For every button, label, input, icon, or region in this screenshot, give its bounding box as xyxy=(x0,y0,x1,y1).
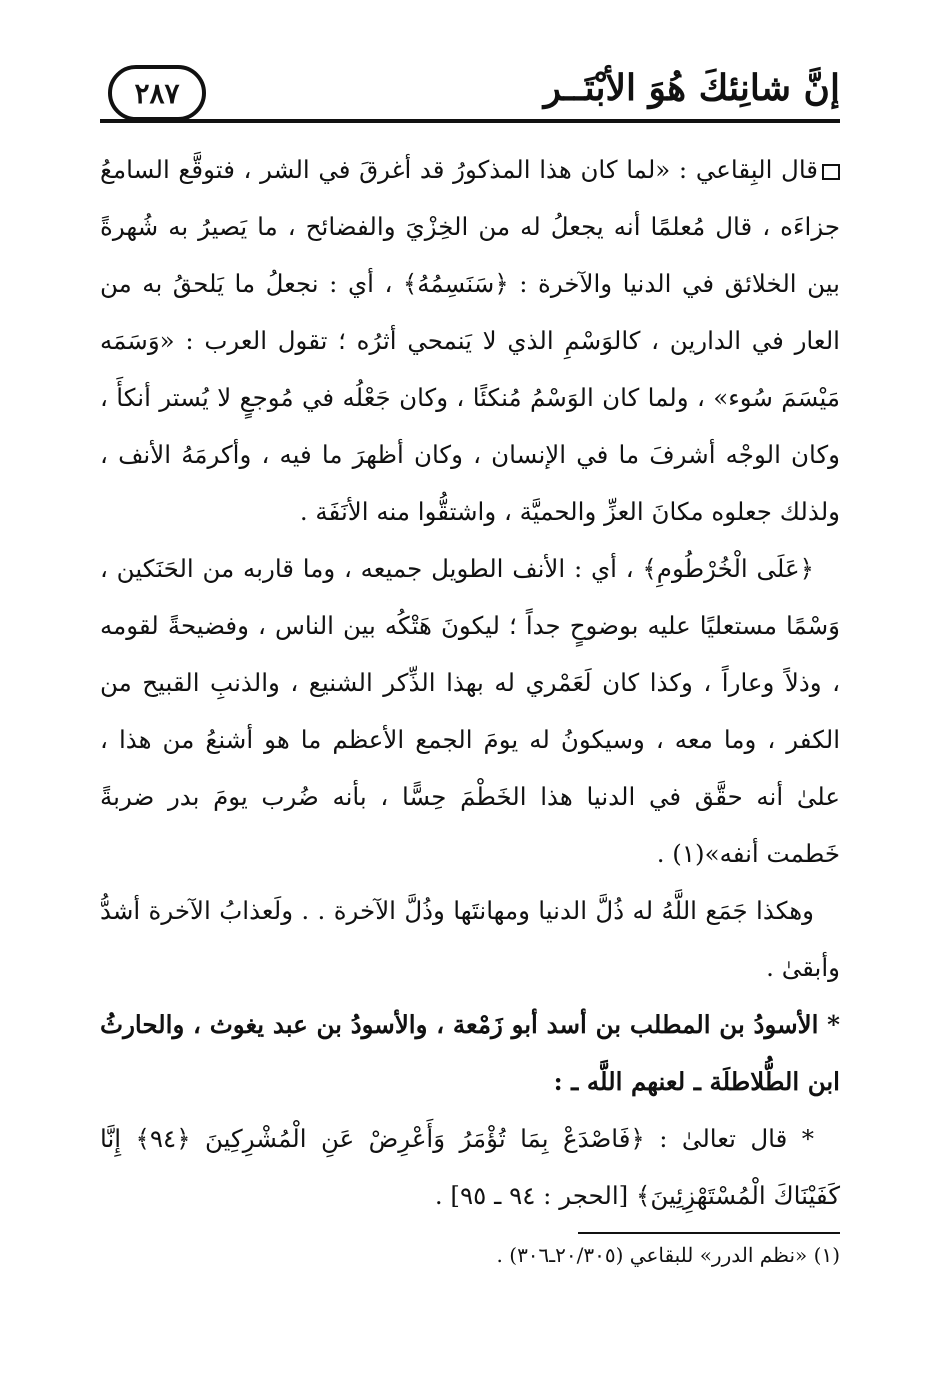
header-rule xyxy=(100,119,840,123)
paragraph-2: ﴿عَلَى الْخُرْطُومِ﴾ ، أي : الأنف الطويل جميعه ، وما قاربه من الحَنَكين ، وَسْمًا مستعليًا عليه بوضوحٍ جداً ؛ ليكونَ هَتْكُه بين الناس ، وفضيحةً لقومه ، وذلاً وعاراً ، وكذا كان لَعَمْري له بهذا الذِّكر الشنيع ، والذنبِ القبيح من الكفر ، وما معه ، وسيكونُ له يومَ الجمع الأعظم ما هو أشنعُ من هذا ، علىٰ أنه حقَّق في الدنيا هذا الخَطْمَ حِسًّا ، بأنه ضُرب يومَ بدر ضربةً خَطمت أنفه»(١) . xyxy=(100,554,840,868)
footnote-rule xyxy=(578,1232,840,1234)
page xyxy=(100,55,840,1272)
square-marker-icon xyxy=(822,164,840,180)
paragraph-1 xyxy=(100,141,840,540)
page-number-frame xyxy=(108,65,206,121)
paragraph-5: * قال تعالىٰ : ﴿فَاصْدَعْ بِمَا تُؤْمَرُ وَأَعْرِضْ عَنِ الْمُشْرِكِينَ ﴿٩٤﴾ إِنَّا كَفَيْنَاكَ الْمُسْتَهْزِئِينَ﴾ [الحجر : ٩٤ ـ ٩٥] . xyxy=(100,1124,840,1210)
page-number: ٢٨٧ xyxy=(134,76,180,110)
running-title: إنَّ شانِئكَ هُوَ الأبْتَــر xyxy=(543,67,840,109)
page-header xyxy=(100,55,840,123)
body-text xyxy=(100,141,840,1224)
section-heading: * الأسودُ بن المطلب بن أسد أبو زَمْعة ، والأسودُ بن عبد يغوث ، والحارثُ ابن الطُّلاطلَة ـ لعنهم اللَّه ـ : xyxy=(100,1010,840,1096)
footnote: (١) «نظم الدرر» للبقاعي (٢٠/٣٠٥ـ٣٠٦) . xyxy=(496,1243,840,1267)
paragraph-3: وهكذا جَمَع اللَّهُ له ذُلَّ الدنيا ومهانتَها وذُلَّ الآخرة . . ولَعذابُ الآخرة أشدُّ وأبقىٰ . xyxy=(100,896,840,982)
paragraph-1-text: قال البِقاعي : «لما كان هذا المذكورُ قد أغرقَ في الشر ، فتوقَّع السامعُ جزاءَه ، قال مُعلمًا أنه يجعلُ له من الخِزْيَ والفضائح ، ما يَصيرُ به شُهرةً بين الخلائق في الدنيا والآخرة : ﴿سَنَسِمُهُ﴾ ، أي : نجعلُ ما يَلحقُ به من العار في الدارين ، كالوَسْمِ الذي لا يَنمحي أثرُه ؛ تقول العرب : «وَسَمَه مَيْسَمَ سُوء» ، ولما كان الوَسْمُ مُنكئًا ، وكان جَعْلُه في مُوجعٍ لا يُستر أنكأَ ، وكان الوجْه أشرفَ ما في الإنسان ، وكان أظهرَ ما فيه ، وأكرمَهُ الأنف ، ولذلك جعلوه مكانَ العزِّ والحميَّة ، واشتقُّوا منه الأنَفَة . xyxy=(100,155,840,526)
